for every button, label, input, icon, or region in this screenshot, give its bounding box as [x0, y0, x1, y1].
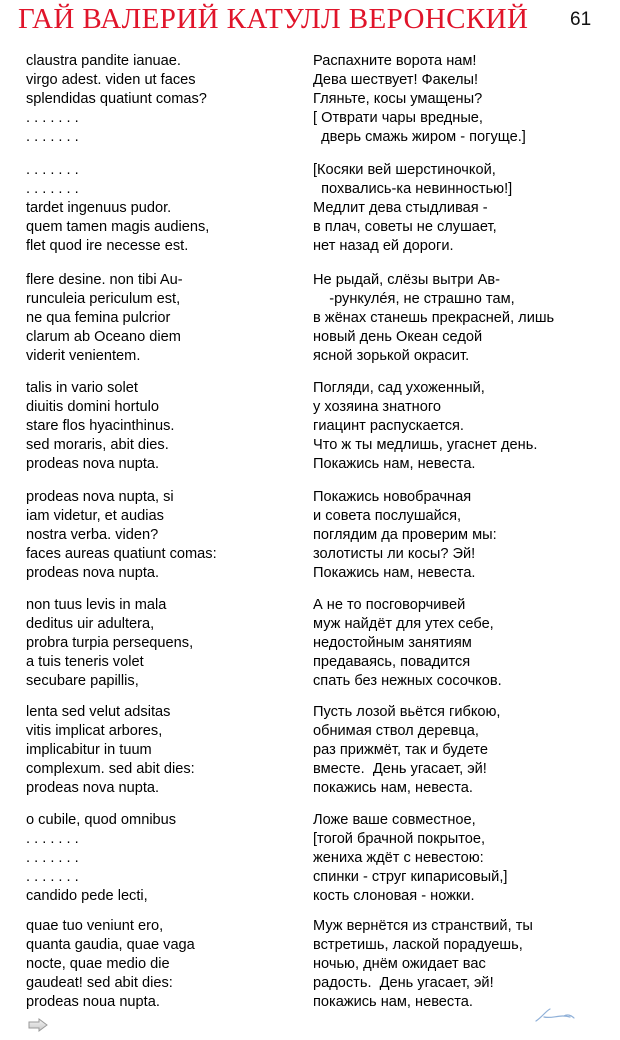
russian-line: Покажись новобрачная [313, 489, 472, 505]
russian-line: Ложе ваше совместное, [313, 812, 476, 828]
russian-line: в плач, советы не слушает, [313, 219, 497, 235]
latin-line: prodeas nova nupta. [26, 565, 160, 581]
latin-line: quem tamen magis audiens, [26, 219, 210, 235]
russian-line: и совета послушайся, [313, 508, 462, 524]
russian-column [313, 917, 613, 1012]
russian-line: [Косяки вей шерстиночкой, [313, 162, 496, 178]
latin-line: . . . . . . . [26, 831, 79, 847]
russian-line: покажись нам, невеста. [313, 780, 473, 796]
latin-line: viderit venientem. [26, 348, 141, 364]
russian-line: раз прижмёт, так и будете [313, 742, 488, 758]
latin-column [26, 596, 296, 691]
russian-line: вместе. День угасает, эй! [313, 761, 487, 777]
latin-line: nocte, quae medio die [26, 956, 170, 972]
latin-line: lenta sed velut adsitas [26, 704, 171, 720]
latin-column [26, 917, 296, 1012]
russian-line: Погляди, сад ухоженный, [313, 380, 485, 396]
russian-column [313, 52, 613, 147]
russian-line: [ Отврати чары вредные, [313, 110, 483, 126]
latin-line: deditus uir adultera, [26, 616, 155, 632]
latin-line: gaudeat! sed abit dies: [26, 975, 173, 991]
latin-line: splendidas quatiunt comas? [26, 91, 207, 107]
russian-line: Медлит дева стыдливая - [313, 200, 488, 216]
russian-line: обнимая ствол деревца, [313, 723, 479, 739]
latin-line: talis in vario solet [26, 380, 138, 396]
latin-line: flet quod ire necesse est. [26, 238, 189, 254]
russian-line: похвались-ка невинностью!] [313, 181, 513, 197]
latin-line: prodeas nova nupta, si [26, 489, 174, 505]
russian-line: покажись нам, невеста. [313, 994, 473, 1010]
latin-line: ne qua femina pulcrior [26, 310, 171, 326]
russian-line: Не рыдай, слёзы вытри Ав- [313, 272, 500, 288]
latin-column [26, 811, 296, 906]
latin-line: quanta gaudia, quae vaga [26, 937, 195, 953]
latin-line: diuitis domini hortulo [26, 399, 160, 415]
latin-line: . . . . . . . [26, 110, 79, 126]
russian-column [313, 596, 613, 691]
russian-line: Покажись нам, невеста. [313, 565, 476, 581]
russian-line: Распахните ворота нам! [313, 53, 477, 69]
latin-column [26, 488, 296, 583]
russian-column [313, 379, 613, 474]
latin-line: sed moraris, abit dies. [26, 437, 169, 453]
latin-line: secubare papillis, [26, 673, 139, 689]
signature-icon [530, 1005, 580, 1027]
latin-column [26, 161, 296, 256]
russian-column [313, 271, 613, 366]
latin-line: tardet ingenuus pudor. [26, 200, 172, 216]
latin-line: non tuus levis in mala [26, 597, 167, 613]
latin-line: faces aureas quatiunt comas: [26, 546, 217, 562]
latin-line: . . . . . . . [26, 129, 79, 145]
latin-column [26, 379, 296, 474]
latin-line: . . . . . . . [26, 162, 79, 178]
page-number: 61 [570, 9, 592, 30]
russian-line: -рункулéя, не страшно там, [313, 291, 515, 307]
russian-line: муж найдёт для утех себе, [313, 616, 494, 632]
russian-line: нет назад ей дороги. [313, 238, 454, 254]
latin-column [26, 271, 296, 366]
russian-line: у хозяина знатного [313, 399, 441, 415]
russian-line: Покажись нам, невеста. [313, 456, 476, 472]
russian-line: Дева шествует! Факелы! [313, 72, 479, 88]
latin-column [26, 52, 296, 147]
next-page-arrow-icon[interactable] [28, 1018, 48, 1032]
russian-line: недостойным занятиям [313, 635, 472, 651]
latin-line: nostra verba. viden? [26, 527, 159, 543]
arrow-right-icon [28, 1018, 48, 1032]
latin-line: o cubile, quod omnibus [26, 812, 177, 828]
latin-line: stare flos hyacinthinus. [26, 418, 175, 434]
latin-line: complexum. sed abit dies: [26, 761, 195, 777]
page-header [0, 0, 620, 40]
russian-column [313, 161, 613, 256]
russian-column [313, 703, 613, 798]
page-title: ГАЙ ВАЛЕРИЙ КАТУЛЛ ВЕРОНСКИЙ [18, 3, 529, 35]
russian-line: спать без нежных сосочков. [313, 673, 502, 689]
russian-line: гиацинт распускается. [313, 418, 464, 434]
latin-line: flere desine. non tibi Au- [26, 272, 183, 288]
russian-column [313, 811, 613, 906]
russian-line: А не то посговорчивей [313, 597, 466, 613]
latin-line: candido pede lecti, [26, 888, 148, 904]
latin-line: probra turpia persequens, [26, 635, 194, 651]
latin-line: a tuis teneris volet [26, 654, 144, 670]
russian-line: спинки - струг кипарисовый,] [313, 869, 508, 885]
russian-line: кость слоновая - ножки. [313, 888, 475, 904]
russian-line: жениха ждёт с невестою: [313, 850, 484, 866]
latin-column [26, 703, 296, 798]
latin-line: prodeas nova nupta. [26, 456, 160, 472]
latin-line: vitis implicat arbores, [26, 723, 163, 739]
latin-line: quae tuo veniunt ero, [26, 918, 164, 934]
latin-line: prodeas nova nupta. [26, 780, 160, 796]
russian-line: встретишь, лаской порадуешь, [313, 937, 523, 953]
latin-line: clarum ab Oceano diem [26, 329, 181, 345]
russian-line: Муж вернётся из странствий, ты [313, 918, 533, 934]
latin-line: runculeia periculum est, [26, 291, 181, 307]
russian-line: радость. День угасает, эй! [313, 975, 494, 991]
russian-column [313, 488, 613, 583]
latin-line: claustra pandite ianuae. [26, 53, 181, 69]
russian-line: в жёнах станешь прекрасней, лишь [313, 310, 555, 326]
russian-line: Пусть лозой вьётся гибкою, [313, 704, 501, 720]
russian-line: [тогой брачной покрытое, [313, 831, 486, 847]
latin-line: implicabitur in tuum [26, 742, 152, 758]
latin-line: virgo adest. viden ut faces [26, 72, 196, 88]
russian-line: золотисты ли косы? Эй! [313, 546, 476, 562]
latin-line: iam videtur, et audias [26, 508, 164, 524]
russian-line: Гляньте, косы умащены? [313, 91, 483, 107]
latin-line: . . . . . . . [26, 869, 79, 885]
russian-line: поглядим да проверим мы: [313, 527, 497, 543]
russian-line: Что ж ты медлишь, угаснет день. [313, 437, 538, 453]
russian-line: дверь смажь жиром - погуще.] [313, 129, 526, 145]
russian-line: ночью, днём ожидает вас [313, 956, 486, 972]
russian-line: ясной зорькой окрасит. [313, 348, 470, 364]
signature-mark [530, 1005, 580, 1027]
latin-line: prodeas noua nupta. [26, 994, 160, 1010]
latin-line: . . . . . . . [26, 181, 79, 197]
russian-line: новый день Океан седой [313, 329, 483, 345]
russian-line: предаваясь, повадится [313, 654, 471, 670]
latin-line: . . . . . . . [26, 850, 79, 866]
